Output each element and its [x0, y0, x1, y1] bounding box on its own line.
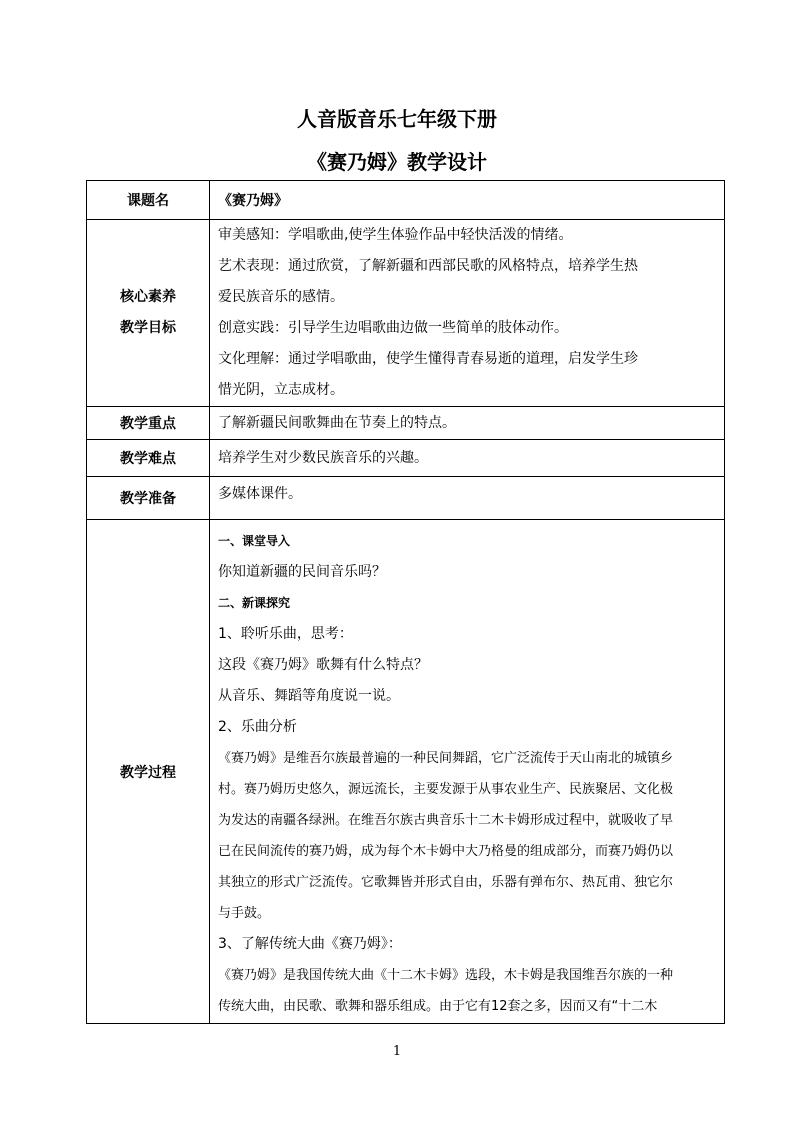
document-subtitle: 《赛乃姆》教学设计	[307, 150, 487, 174]
objective-line: 审美感知：学唱歌曲,使学生体验作品中轻快活泼的情绪。	[218, 227, 573, 243]
process-text: 村。赛乃姆历史悠久，源远流长，主要发源于从事农业生产、民族聚居、文化极	[218, 782, 674, 797]
process-text: 你知道新疆的民间音乐吗？	[218, 564, 386, 580]
process-text: 为发达的南疆各绿洲。在维吾尔族古典音乐十二木卡姆形成过程中，就吸收了早	[218, 813, 674, 828]
key-points-label: 教学重点	[87, 407, 210, 440]
table-row-topic	[87, 181, 725, 220]
objective-line: 文化理解：通过学唱歌曲，使学生懂得青春易逝的道理，启发学生珍	[218, 351, 638, 367]
topic-label: 课题名	[87, 181, 210, 220]
preparation-value: 多媒体课件。	[218, 486, 302, 502]
objective-line: 创意实践：引导学生边唱歌曲边做一些简单的肢体动作。	[218, 320, 568, 336]
process-step-heading: 1、聆听乐曲，思考：	[218, 626, 353, 642]
topic-value: 《赛乃姆》	[218, 193, 288, 209]
objectives-label-line1: 核心素养	[120, 289, 176, 305]
table-row-preparation	[87, 477, 725, 520]
process-text: 传统大曲，由民歌、歌舞和器乐组成。由于它有12套之多，因而又有“十二木	[218, 999, 658, 1014]
process-text: 从音乐、舞蹈等角度说一说。	[218, 688, 400, 704]
process-text: 已在民间流传的赛乃姆，成为每个木卡姆中大乃格曼的组成部分，而赛乃姆仍以	[218, 844, 674, 859]
table-row-difficulties	[87, 440, 725, 477]
process-section-heading: 二、新课探究	[218, 596, 291, 610]
table-row-process	[87, 520, 725, 1024]
document-title: 人音版音乐七年级下册	[297, 107, 497, 131]
process-text: 这段《赛乃姆》歌舞有什么特点？	[218, 657, 428, 673]
process-text: 《赛乃姆》是我国传统大曲《十二木卡姆》选段，木卡姆是我国维吾尔族的一种	[218, 968, 674, 983]
objectives-label-line2: 教学目标	[120, 320, 176, 336]
preparation-label: 教学准备	[87, 477, 210, 520]
process-step-heading: 3、了解传统大曲《赛乃姆》：	[218, 936, 402, 952]
table-row-objectives	[87, 220, 725, 407]
process-text: 与手鼓。	[218, 906, 271, 921]
process-step-heading: 2、乐曲分析	[218, 719, 297, 735]
difficulties-label: 教学难点	[87, 440, 210, 477]
page-number: 1	[392, 1044, 402, 1059]
table-row-key-points	[87, 407, 725, 440]
key-points-value: 了解新疆民间歌舞曲在节奏上的特点。	[218, 414, 456, 431]
objective-line: 惜光阴，立志成材。	[218, 382, 344, 398]
objective-line: 艺术表现：通过欣赏，了解新疆和西部民歌的风格特点，培养学生热	[218, 258, 638, 274]
difficulties-value: 培养学生对少数民族音乐的兴趣。	[218, 449, 428, 466]
process-text: 其独立的形式广泛流传。它歌舞皆并形式自由，乐器有弹布尔、热瓦甫、独它尔	[218, 875, 674, 890]
objective-line: 爱民族音乐的感情。	[218, 289, 344, 305]
process-text: 《赛乃姆》是维吾尔族最普遍的一种民间舞蹈，它广泛流传于天山南北的城镇乡	[218, 751, 674, 766]
process-label: 教学过程	[87, 520, 210, 1024]
lesson-plan-table	[86, 180, 725, 1024]
process-section-heading: 一、课堂导入	[218, 534, 291, 548]
